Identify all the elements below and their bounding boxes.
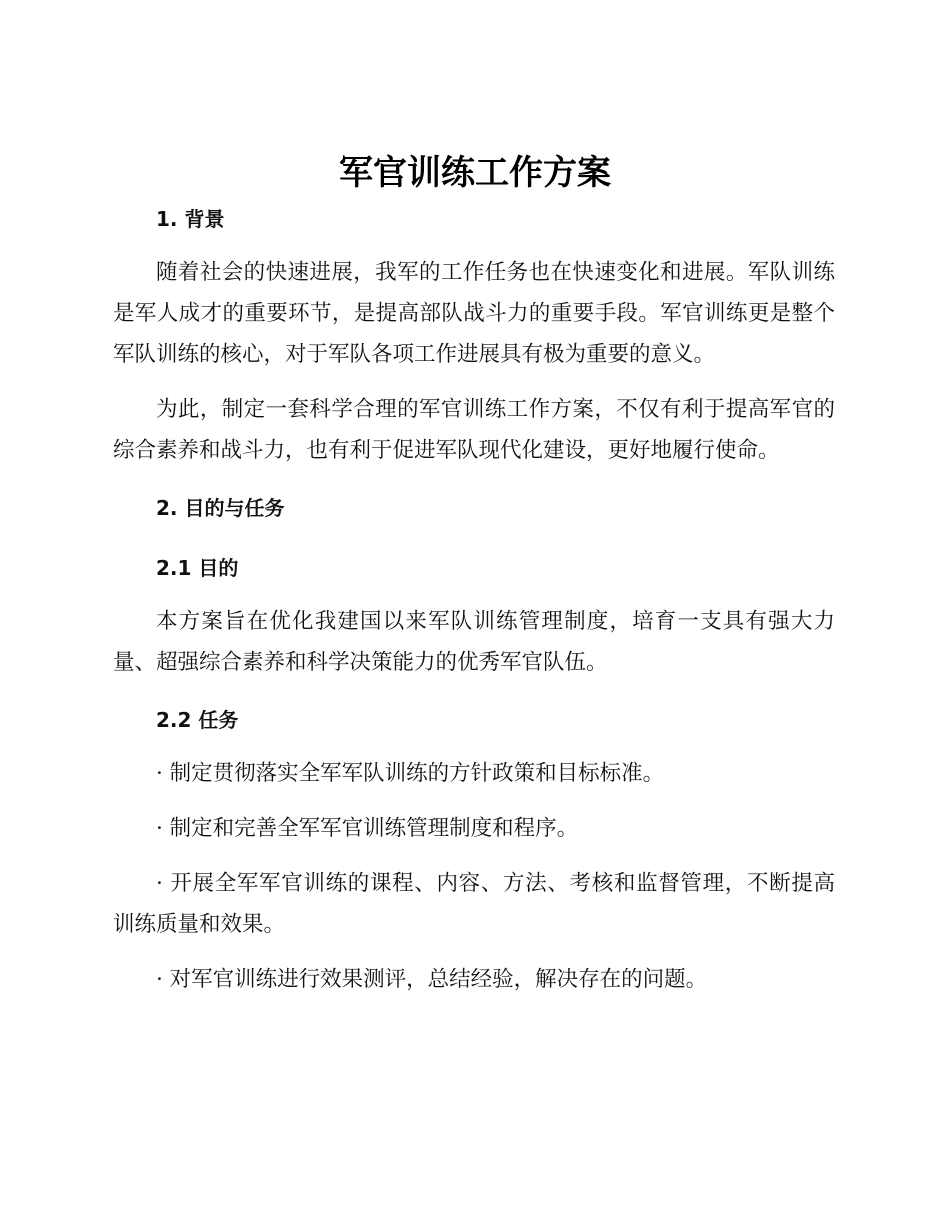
document-body [113, 196, 835, 1000]
section-heading-goals: 2. 目的与任务 [156, 496, 285, 520]
list-item: · 制定和完善全军军官训练管理制度和程序。 [156, 816, 579, 841]
paragraph: 为此，制定一套科学合理的军官训练工作方案，不仅有利于提高军官的综合素养和战斗力，也有利于促进军队现代化建设，更好地履行使命。 [113, 397, 835, 463]
page-title: 军官训练工作方案 [339, 153, 611, 193]
subsection-heading-purpose: 2.1 目的 [156, 556, 239, 580]
list-item: · 制定贯彻落实全军军队训练的方针政策和目标标准。 [156, 761, 665, 786]
paragraph: 本方案旨在优化我建国以来军队训练管理制度，培育一支具有强大力量、超强综合素养和科学决策能力的优秀军官队伍。 [113, 609, 835, 675]
subsection-heading-tasks: 2.2 任务 [156, 708, 239, 732]
section-heading-background: 1. 背景 [156, 207, 225, 231]
paragraph: 随着社会的快速进展，我军的工作任务也在快速变化和进展。军队训练是军人成才的重要环节，是提高部队战斗力的重要手段。军官训练更是整个军队训练的核心，对于军队各项工作进展具有极为重要的意义。 [113, 260, 835, 367]
list-item: · 开展全军军官训练的课程、内容、方法、考核和监督管理，不断提高训练质量和效果。 [113, 871, 835, 937]
list-item: · 对军官训练进行效果测评，总结经验，解决存在的问题。 [156, 967, 708, 992]
